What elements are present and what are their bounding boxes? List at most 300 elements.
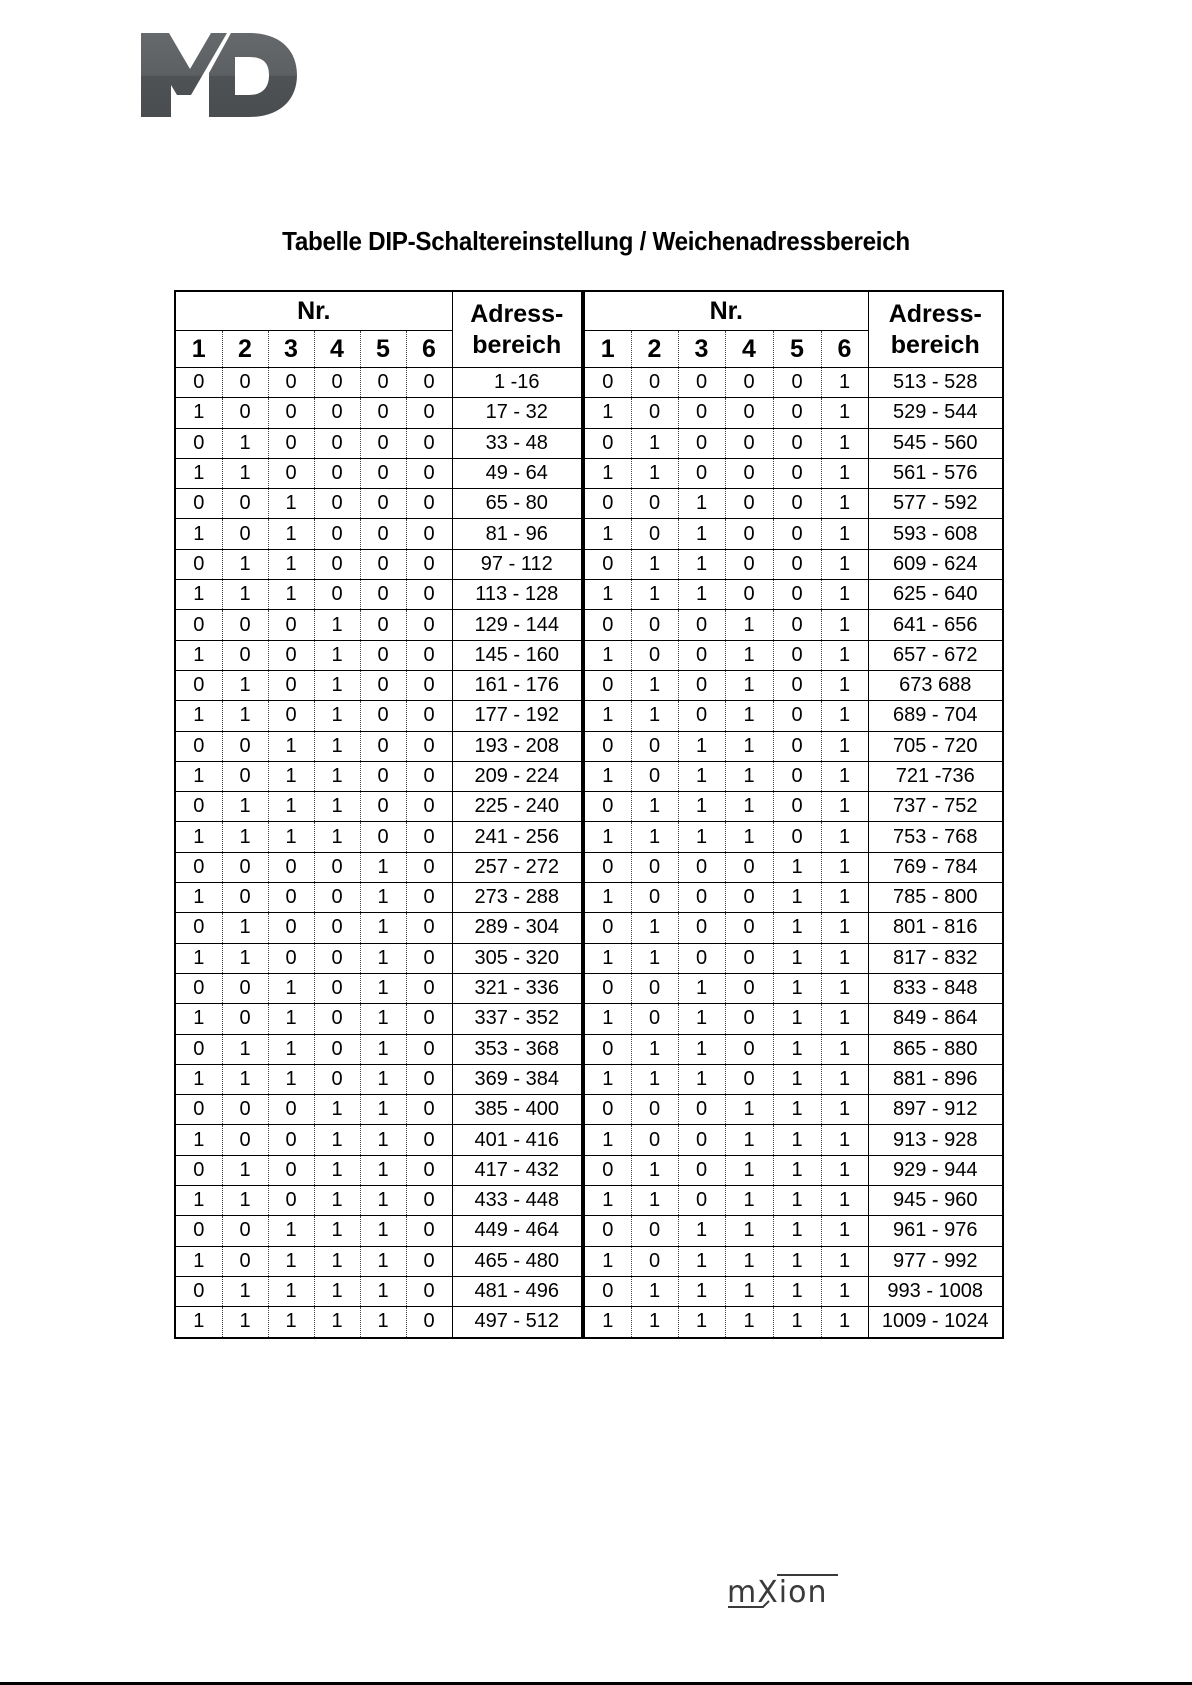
dip-bit-cell: 1 bbox=[360, 852, 406, 882]
dip-bit-cell: 0 bbox=[175, 368, 222, 398]
dip-bit-cell: 0 bbox=[406, 1276, 452, 1306]
dip-bit-cell: 0 bbox=[175, 1034, 222, 1064]
address-range-cell: 833 - 848 bbox=[868, 973, 1003, 1003]
address-range-cell: 1009 - 1024 bbox=[868, 1307, 1003, 1338]
dip-bit-cell: 0 bbox=[406, 549, 452, 579]
dip-bit-cell: 0 bbox=[773, 701, 821, 731]
dip-bit-cell: 0 bbox=[406, 1125, 452, 1155]
dip-bit-cell: 0 bbox=[222, 1216, 268, 1246]
address-range-cell: 817 - 832 bbox=[868, 943, 1003, 973]
dip-bit-cell: 0 bbox=[222, 519, 268, 549]
dip-bit-cell: 0 bbox=[175, 610, 222, 640]
bit-header-left-5: 5 bbox=[360, 331, 406, 368]
dip-bit-cell: 1 bbox=[678, 761, 725, 791]
dip-bit-cell: 0 bbox=[725, 489, 773, 519]
dip-bit-cell: 1 bbox=[314, 1307, 360, 1338]
dip-bit-cell: 0 bbox=[175, 1155, 222, 1185]
dip-bit-cell: 0 bbox=[773, 489, 821, 519]
dip-bit-cell: 1 bbox=[360, 943, 406, 973]
address-range-header-left bbox=[452, 291, 583, 368]
dip-bit-cell: 1 bbox=[821, 368, 868, 398]
dip-bit-cell: 1 bbox=[678, 973, 725, 1003]
address-range-cell: 929 - 944 bbox=[868, 1155, 1003, 1185]
address-range-cell: 593 - 608 bbox=[868, 519, 1003, 549]
address-header-line2: bereich bbox=[890, 330, 980, 359]
dip-bit-cell: 1 bbox=[821, 428, 868, 458]
dip-bit-cell: 1 bbox=[175, 822, 222, 852]
dip-bit-cell: 0 bbox=[583, 1034, 631, 1064]
dip-bit-cell: 0 bbox=[175, 973, 222, 1003]
dip-bit-cell: 1 bbox=[631, 670, 678, 700]
dip-bit-cell: 0 bbox=[583, 731, 631, 761]
address-header-line1: Adress- bbox=[470, 299, 564, 328]
address-range-cell: 865 - 880 bbox=[868, 1034, 1003, 1064]
dip-bit-cell: 0 bbox=[725, 458, 773, 488]
dip-bit-cell: 0 bbox=[406, 610, 452, 640]
dip-bit-cell: 0 bbox=[631, 519, 678, 549]
address-range-cell: 497 - 512 bbox=[452, 1307, 583, 1338]
dip-bit-cell: 1 bbox=[222, 1276, 268, 1306]
dip-bit-cell: 0 bbox=[360, 701, 406, 731]
dip-bit-cell: 1 bbox=[678, 1276, 725, 1306]
dip-bit-cell: 0 bbox=[678, 428, 725, 458]
dip-bit-cell: 1 bbox=[631, 792, 678, 822]
table-row bbox=[175, 458, 1003, 488]
dip-bit-cell: 1 bbox=[821, 1034, 868, 1064]
table-row bbox=[175, 398, 1003, 428]
dip-bit-cell: 1 bbox=[175, 1125, 222, 1155]
address-range-cell: 881 - 896 bbox=[868, 1064, 1003, 1094]
dip-bit-cell: 0 bbox=[406, 489, 452, 519]
dip-bit-cell: 1 bbox=[360, 913, 406, 943]
dip-bit-cell: 0 bbox=[773, 792, 821, 822]
dip-bit-cell: 0 bbox=[406, 1064, 452, 1094]
dip-bit-cell: 1 bbox=[821, 549, 868, 579]
dip-bit-cell: 1 bbox=[631, 1034, 678, 1064]
address-range-cell: 369 - 384 bbox=[452, 1064, 583, 1094]
dip-switch-table bbox=[174, 290, 1004, 1339]
dip-bit-cell: 1 bbox=[725, 1186, 773, 1216]
dip-bit-cell: 0 bbox=[406, 943, 452, 973]
dip-bit-cell: 0 bbox=[314, 1034, 360, 1064]
address-range-cell: 577 - 592 bbox=[868, 489, 1003, 519]
dip-bit-cell: 0 bbox=[406, 368, 452, 398]
dip-bit-cell: 0 bbox=[222, 761, 268, 791]
address-range-cell: 737 - 752 bbox=[868, 792, 1003, 822]
dip-bit-cell: 0 bbox=[773, 428, 821, 458]
dip-bit-cell: 0 bbox=[678, 943, 725, 973]
dip-bit-cell: 0 bbox=[360, 398, 406, 428]
dip-bit-cell: 0 bbox=[631, 973, 678, 1003]
dip-bit-cell: 0 bbox=[583, 913, 631, 943]
dip-bit-cell: 1 bbox=[821, 973, 868, 1003]
dip-bit-cell: 0 bbox=[360, 428, 406, 458]
table-row bbox=[175, 731, 1003, 761]
dip-bit-cell: 1 bbox=[821, 1246, 868, 1276]
table-row bbox=[175, 1246, 1003, 1276]
address-range-cell: 849 - 864 bbox=[868, 1004, 1003, 1034]
dip-bit-cell: 1 bbox=[175, 701, 222, 731]
address-header-line2: bereich bbox=[472, 330, 562, 359]
dip-bit-cell: 0 bbox=[175, 428, 222, 458]
dip-bit-cell: 1 bbox=[821, 1095, 868, 1125]
dip-bit-cell: 1 bbox=[631, 1186, 678, 1216]
dip-bit-cell: 1 bbox=[725, 640, 773, 670]
dip-bit-cell: 1 bbox=[725, 1276, 773, 1306]
dip-bit-cell: 1 bbox=[314, 792, 360, 822]
dip-bit-cell: 0 bbox=[773, 610, 821, 640]
dip-bit-cell: 1 bbox=[821, 852, 868, 882]
address-range-cell: 33 - 48 bbox=[452, 428, 583, 458]
dip-bit-cell: 1 bbox=[222, 580, 268, 610]
dip-bit-cell: 1 bbox=[631, 822, 678, 852]
dip-bit-cell: 1 bbox=[821, 610, 868, 640]
dip-bit-cell: 1 bbox=[725, 761, 773, 791]
dip-bit-cell: 1 bbox=[821, 580, 868, 610]
address-range-cell: 961 - 976 bbox=[868, 1216, 1003, 1246]
dip-bit-cell: 0 bbox=[360, 458, 406, 488]
dip-bit-cell: 0 bbox=[360, 761, 406, 791]
dip-bit-cell: 0 bbox=[360, 792, 406, 822]
dip-bit-cell: 1 bbox=[268, 1276, 314, 1306]
dip-bit-cell: 0 bbox=[314, 943, 360, 973]
table-row bbox=[175, 489, 1003, 519]
bit-header-right-3: 3 bbox=[678, 331, 725, 368]
address-range-cell: 977 - 992 bbox=[868, 1246, 1003, 1276]
dip-bit-cell: 1 bbox=[583, 519, 631, 549]
dip-bit-cell: 0 bbox=[773, 670, 821, 700]
dip-bit-cell: 0 bbox=[175, 852, 222, 882]
dip-bit-cell: 1 bbox=[268, 792, 314, 822]
dip-bit-cell: 1 bbox=[678, 792, 725, 822]
bit-header-left-3: 3 bbox=[268, 331, 314, 368]
dip-bit-cell: 1 bbox=[821, 792, 868, 822]
dip-bit-cell: 1 bbox=[583, 822, 631, 852]
address-range-cell: 97 - 112 bbox=[452, 549, 583, 579]
dip-bit-cell: 1 bbox=[773, 1246, 821, 1276]
dip-bit-cell: 0 bbox=[678, 398, 725, 428]
dip-bit-cell: 1 bbox=[725, 1155, 773, 1185]
dip-bit-cell: 1 bbox=[773, 1064, 821, 1094]
dip-bit-cell: 0 bbox=[583, 610, 631, 640]
dip-bit-cell: 1 bbox=[175, 398, 222, 428]
dip-bit-cell: 1 bbox=[175, 883, 222, 913]
bit-header-left-4: 4 bbox=[314, 331, 360, 368]
dip-bit-cell: 0 bbox=[360, 519, 406, 549]
dip-bit-cell: 0 bbox=[406, 519, 452, 549]
address-header-line1: Adress- bbox=[888, 299, 982, 328]
dip-bit-cell: 0 bbox=[222, 368, 268, 398]
dip-bit-cell: 1 bbox=[175, 1246, 222, 1276]
dip-bit-cell: 1 bbox=[268, 1064, 314, 1094]
bit-header-right-6: 6 bbox=[821, 331, 868, 368]
dip-bit-cell: 0 bbox=[175, 1095, 222, 1125]
dip-bit-cell: 0 bbox=[268, 943, 314, 973]
dip-bit-cell: 1 bbox=[583, 580, 631, 610]
address-range-cell: 785 - 800 bbox=[868, 883, 1003, 913]
dip-bit-cell: 1 bbox=[314, 761, 360, 791]
dip-bit-cell: 0 bbox=[773, 458, 821, 488]
dip-bit-cell: 1 bbox=[583, 640, 631, 670]
dip-bit-cell: 0 bbox=[725, 428, 773, 458]
dip-bit-cell: 1 bbox=[631, 701, 678, 731]
dip-bit-cell: 1 bbox=[268, 519, 314, 549]
address-range-cell: 657 - 672 bbox=[868, 640, 1003, 670]
dip-bit-cell: 1 bbox=[222, 1064, 268, 1094]
dip-bit-cell: 1 bbox=[314, 1125, 360, 1155]
table-row bbox=[175, 670, 1003, 700]
table-row bbox=[175, 701, 1003, 731]
dip-bit-cell: 1 bbox=[821, 398, 868, 428]
dip-bit-cell: 0 bbox=[725, 549, 773, 579]
dip-bit-cell: 1 bbox=[631, 1155, 678, 1185]
dip-bit-cell: 1 bbox=[222, 943, 268, 973]
dip-bit-cell: 1 bbox=[821, 489, 868, 519]
bit-header-left-1: 1 bbox=[175, 331, 222, 368]
dip-bit-cell: 1 bbox=[631, 943, 678, 973]
dip-bit-cell: 1 bbox=[583, 458, 631, 488]
dip-bit-cell: 0 bbox=[268, 1186, 314, 1216]
dip-bit-cell: 1 bbox=[725, 792, 773, 822]
address-range-cell: 305 - 320 bbox=[452, 943, 583, 973]
dip-bit-cell: 0 bbox=[268, 398, 314, 428]
dip-bit-cell: 1 bbox=[821, 670, 868, 700]
address-range-cell: 897 - 912 bbox=[868, 1095, 1003, 1125]
table-row bbox=[175, 1307, 1003, 1338]
dip-bit-cell: 1 bbox=[773, 1276, 821, 1306]
dip-bit-cell: 0 bbox=[725, 883, 773, 913]
dip-bit-cell: 1 bbox=[314, 731, 360, 761]
address-range-cell: 417 - 432 bbox=[452, 1155, 583, 1185]
dip-bit-cell: 1 bbox=[725, 610, 773, 640]
dip-bit-cell: 0 bbox=[175, 549, 222, 579]
dip-bit-cell: 1 bbox=[360, 1034, 406, 1064]
dip-bit-cell: 1 bbox=[314, 610, 360, 640]
dip-bit-cell: 1 bbox=[175, 580, 222, 610]
dip-bit-cell: 1 bbox=[314, 701, 360, 731]
address-range-cell: 257 - 272 bbox=[452, 852, 583, 882]
dip-bit-cell: 0 bbox=[725, 852, 773, 882]
table-row bbox=[175, 1155, 1003, 1185]
bit-header-right-2: 2 bbox=[631, 331, 678, 368]
address-range-cell: 289 - 304 bbox=[452, 913, 583, 943]
bit-header-left-2: 2 bbox=[222, 331, 268, 368]
dip-bit-cell: 1 bbox=[360, 1307, 406, 1338]
dip-bit-cell: 1 bbox=[821, 458, 868, 488]
dip-bit-cell: 0 bbox=[406, 1186, 452, 1216]
dip-bit-cell: 0 bbox=[631, 852, 678, 882]
dip-bit-cell: 1 bbox=[821, 883, 868, 913]
table-row bbox=[175, 913, 1003, 943]
dip-bit-cell: 1 bbox=[678, 731, 725, 761]
dip-bit-cell: 0 bbox=[631, 368, 678, 398]
dip-bit-cell: 0 bbox=[406, 973, 452, 1003]
dip-bit-cell: 1 bbox=[773, 1004, 821, 1034]
table-row bbox=[175, 1004, 1003, 1034]
dip-bit-cell: 0 bbox=[583, 1276, 631, 1306]
mxion-logo-icon bbox=[727, 1572, 839, 1612]
dip-bit-cell: 1 bbox=[821, 822, 868, 852]
dip-bit-cell: 0 bbox=[175, 1276, 222, 1306]
dip-bit-cell: 0 bbox=[314, 398, 360, 428]
dip-bit-cell: 0 bbox=[406, 640, 452, 670]
dip-bit-cell: 0 bbox=[583, 368, 631, 398]
dip-bit-cell: 0 bbox=[222, 1004, 268, 1034]
dip-bit-cell: 1 bbox=[360, 1276, 406, 1306]
address-range-cell: 401 - 416 bbox=[452, 1125, 583, 1155]
dip-bit-cell: 0 bbox=[678, 1155, 725, 1185]
dip-bit-cell: 1 bbox=[360, 1095, 406, 1125]
dip-bit-cell: 0 bbox=[406, 1307, 452, 1338]
dip-bit-cell: 0 bbox=[583, 549, 631, 579]
dip-bit-cell: 1 bbox=[773, 1307, 821, 1338]
dip-bit-cell: 0 bbox=[583, 670, 631, 700]
address-range-cell: 465 - 480 bbox=[452, 1246, 583, 1276]
address-range-cell: 433 - 448 bbox=[452, 1186, 583, 1216]
dip-bit-cell: 0 bbox=[268, 670, 314, 700]
svg-text:mXion: mXion bbox=[727, 1575, 828, 1610]
bit-header-right-4: 4 bbox=[725, 331, 773, 368]
dip-bit-cell: 1 bbox=[583, 1125, 631, 1155]
dip-bit-cell: 1 bbox=[175, 1307, 222, 1338]
dip-bit-cell: 1 bbox=[773, 1186, 821, 1216]
dip-bit-cell: 0 bbox=[314, 519, 360, 549]
dip-bit-cell: 0 bbox=[175, 489, 222, 519]
dip-bit-cell: 1 bbox=[821, 1064, 868, 1094]
dip-bit-cell: 0 bbox=[725, 973, 773, 1003]
dip-bit-cell: 1 bbox=[175, 943, 222, 973]
dip-bit-cell: 1 bbox=[678, 1004, 725, 1034]
dip-bit-cell: 0 bbox=[268, 610, 314, 640]
dip-bit-cell: 0 bbox=[175, 913, 222, 943]
table-row bbox=[175, 1125, 1003, 1155]
dip-bit-cell: 1 bbox=[268, 1246, 314, 1276]
dip-bit-cell: 0 bbox=[314, 458, 360, 488]
dip-bit-cell: 0 bbox=[360, 489, 406, 519]
address-range-cell: 337 - 352 bbox=[452, 1004, 583, 1034]
dip-bit-cell: 0 bbox=[583, 1095, 631, 1125]
dip-bit-cell: 0 bbox=[406, 428, 452, 458]
address-range-cell: 241 - 256 bbox=[452, 822, 583, 852]
address-range-cell: 545 - 560 bbox=[868, 428, 1003, 458]
dip-bit-cell: 1 bbox=[821, 1004, 868, 1034]
dip-bit-cell: 1 bbox=[360, 883, 406, 913]
dip-bit-cell: 1 bbox=[222, 1155, 268, 1185]
dip-bit-cell: 0 bbox=[222, 731, 268, 761]
address-range-cell: 49 - 64 bbox=[452, 458, 583, 488]
dip-bit-cell: 1 bbox=[268, 973, 314, 1003]
dip-bit-cell: 1 bbox=[821, 1216, 868, 1246]
dip-bit-cell: 1 bbox=[360, 1064, 406, 1094]
dip-bit-cell: 1 bbox=[175, 519, 222, 549]
dip-bit-cell: 0 bbox=[725, 368, 773, 398]
address-range-cell: 945 - 960 bbox=[868, 1186, 1003, 1216]
dip-bit-cell: 1 bbox=[821, 519, 868, 549]
table-row bbox=[175, 883, 1003, 913]
dip-bit-cell: 0 bbox=[360, 670, 406, 700]
dip-bit-cell: 1 bbox=[725, 670, 773, 700]
dip-bit-cell: 1 bbox=[222, 670, 268, 700]
dip-bit-cell: 1 bbox=[360, 1186, 406, 1216]
dip-bit-cell: 1 bbox=[821, 913, 868, 943]
dip-bit-cell: 1 bbox=[268, 489, 314, 519]
dip-bit-cell: 1 bbox=[268, 549, 314, 579]
dip-bit-cell: 0 bbox=[360, 368, 406, 398]
table-row bbox=[175, 1186, 1003, 1216]
dip-bit-cell: 0 bbox=[631, 1004, 678, 1034]
table-row bbox=[175, 368, 1003, 398]
address-range-cell: 161 - 176 bbox=[452, 670, 583, 700]
dip-bit-cell: 1 bbox=[583, 1186, 631, 1216]
dip-bit-cell: 1 bbox=[222, 1186, 268, 1216]
dip-bit-cell: 0 bbox=[773, 580, 821, 610]
dip-bit-cell: 1 bbox=[360, 973, 406, 1003]
dip-bit-cell: 0 bbox=[222, 1246, 268, 1276]
dip-bit-cell: 0 bbox=[725, 1064, 773, 1094]
dip-bit-cell: 0 bbox=[314, 489, 360, 519]
dip-bit-cell: 0 bbox=[631, 489, 678, 519]
dip-bit-cell: 0 bbox=[583, 792, 631, 822]
dip-bit-cell: 0 bbox=[406, 883, 452, 913]
dip-bit-cell: 0 bbox=[268, 701, 314, 731]
dip-bit-cell: 1 bbox=[583, 1307, 631, 1338]
dip-bit-cell: 1 bbox=[631, 549, 678, 579]
dip-bit-cell: 1 bbox=[583, 701, 631, 731]
dip-bit-cell: 1 bbox=[175, 458, 222, 488]
dip-bit-cell: 1 bbox=[725, 1125, 773, 1155]
dip-bit-cell: 1 bbox=[678, 1034, 725, 1064]
dip-bit-cell: 0 bbox=[678, 610, 725, 640]
dip-bit-cell: 1 bbox=[821, 640, 868, 670]
dip-bit-cell: 1 bbox=[314, 1216, 360, 1246]
address-range-cell: 145 - 160 bbox=[452, 640, 583, 670]
table-row bbox=[175, 549, 1003, 579]
dip-bit-cell: 1 bbox=[268, 822, 314, 852]
dip-bit-cell: 1 bbox=[222, 913, 268, 943]
dip-bit-cell: 1 bbox=[631, 580, 678, 610]
dip-bit-cell: 1 bbox=[678, 1307, 725, 1338]
address-range-cell: 641 - 656 bbox=[868, 610, 1003, 640]
dip-bit-cell: 1 bbox=[314, 1155, 360, 1185]
dip-bit-cell: 0 bbox=[583, 428, 631, 458]
dip-bit-cell: 1 bbox=[773, 973, 821, 1003]
dip-bit-cell: 1 bbox=[268, 580, 314, 610]
address-range-cell: 1 -16 bbox=[452, 368, 583, 398]
address-range-cell: 385 - 400 bbox=[452, 1095, 583, 1125]
dip-bit-cell: 0 bbox=[222, 610, 268, 640]
dip-bit-cell: 0 bbox=[406, 1004, 452, 1034]
address-range-cell: 481 - 496 bbox=[452, 1276, 583, 1306]
dip-bit-cell: 0 bbox=[314, 368, 360, 398]
dip-bit-cell: 0 bbox=[268, 1155, 314, 1185]
dip-bit-cell: 1 bbox=[175, 761, 222, 791]
dip-bit-cell: 1 bbox=[821, 1125, 868, 1155]
dip-bit-cell: 1 bbox=[360, 1125, 406, 1155]
address-range-cell: 561 - 576 bbox=[868, 458, 1003, 488]
table-row bbox=[175, 640, 1003, 670]
dip-bit-cell: 1 bbox=[222, 792, 268, 822]
dip-bit-cell: 0 bbox=[268, 368, 314, 398]
table-row bbox=[175, 580, 1003, 610]
dip-bit-cell: 1 bbox=[583, 1064, 631, 1094]
dip-bit-cell: 0 bbox=[222, 883, 268, 913]
dip-bit-cell: 0 bbox=[268, 852, 314, 882]
dip-bit-cell: 0 bbox=[175, 731, 222, 761]
table-row bbox=[175, 822, 1003, 852]
dip-bit-cell: 0 bbox=[725, 519, 773, 549]
dip-bit-cell: 0 bbox=[175, 792, 222, 822]
address-range-cell: 913 - 928 bbox=[868, 1125, 1003, 1155]
